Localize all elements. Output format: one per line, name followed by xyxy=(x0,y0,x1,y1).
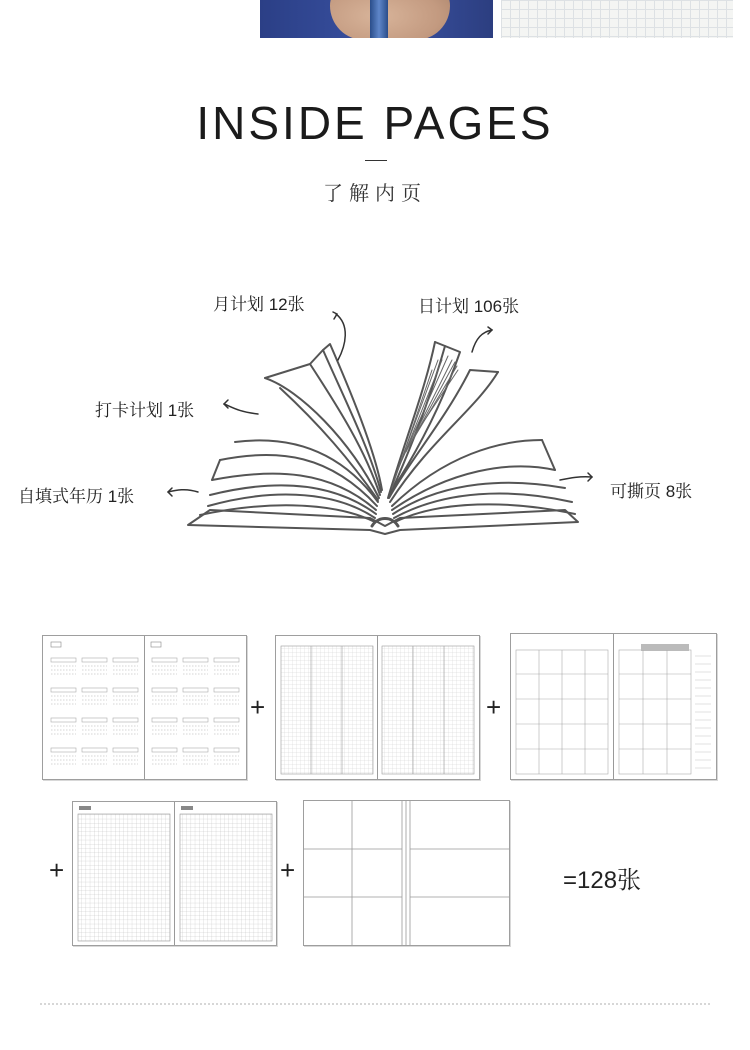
label-yearly-calendar: 自填式年历 1张 xyxy=(18,487,135,506)
label-tearoff-pages: 可撕页 8张 xyxy=(610,482,693,501)
plus-sign: + xyxy=(49,855,65,885)
product-photo-left xyxy=(260,0,493,38)
checkin-page-art xyxy=(276,636,479,779)
title-divider xyxy=(365,160,387,161)
daily-page-art xyxy=(73,802,276,945)
spread-tearoff-pages xyxy=(303,800,510,946)
label-arrows xyxy=(150,300,620,510)
pen-image xyxy=(370,0,388,38)
plus-sign: + xyxy=(280,855,296,885)
spread-daily-plan xyxy=(72,801,277,946)
product-photo-right xyxy=(501,0,733,38)
plus-sign: + xyxy=(486,692,502,722)
bottom-divider xyxy=(40,1003,710,1005)
spread-checkin-grid xyxy=(275,635,480,780)
spread-yearly-calendar xyxy=(42,635,247,780)
calendar-page-art xyxy=(43,636,246,779)
hand-image xyxy=(330,0,450,38)
page-title: INSIDE PAGES xyxy=(196,97,554,149)
spread-monthly-plan xyxy=(510,633,717,780)
total-count: =128张 xyxy=(563,867,642,894)
label-monthly-plan: 月计划 12张 xyxy=(213,295,305,314)
tearoff-page-art xyxy=(304,801,509,945)
label-checkin-plan: 打卡计划 1张 xyxy=(95,401,195,420)
monthly-page-art xyxy=(511,634,716,779)
plus-sign: + xyxy=(250,692,266,722)
page-subtitle: 了解内页 xyxy=(323,183,427,205)
label-daily-plan: 日计划 106张 xyxy=(418,297,520,316)
